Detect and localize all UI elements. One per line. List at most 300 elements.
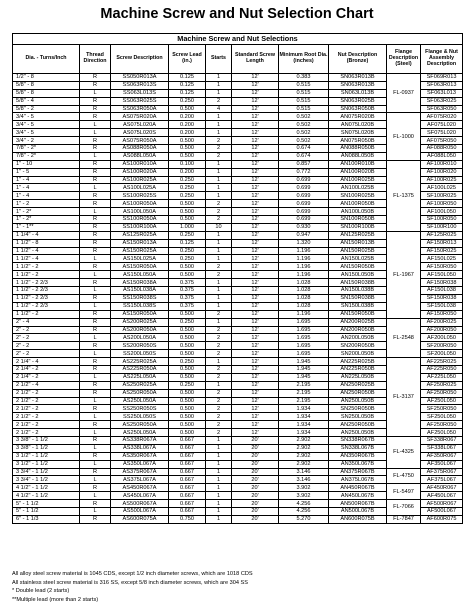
cell-nut: SN200L050B bbox=[329, 350, 387, 358]
cell-root: 1.196 bbox=[279, 271, 329, 279]
cell-direction: R bbox=[80, 310, 111, 318]
cell-nut: SN150R038B bbox=[329, 294, 387, 302]
cell-root: 3.146 bbox=[279, 476, 329, 484]
cell-length: 12' bbox=[232, 97, 279, 105]
cell-root: 0.515 bbox=[279, 81, 329, 89]
cell-length: 12' bbox=[232, 113, 279, 121]
cell-length: 20' bbox=[232, 484, 279, 492]
cell-assembly: AF125R025 bbox=[421, 231, 463, 239]
cell-root: 1.695 bbox=[279, 318, 329, 326]
cell-nut: AN075R020B bbox=[329, 113, 387, 121]
cell-direction: L bbox=[80, 184, 111, 192]
cell-starts: 2 bbox=[206, 271, 232, 279]
cell-starts: 1 bbox=[206, 460, 232, 468]
cell-starts: 2 bbox=[206, 342, 232, 350]
cell-root: 0.515 bbox=[279, 97, 329, 105]
cell-dia: 2" - 2 bbox=[13, 334, 80, 342]
cell-dia: 1" - 10 bbox=[13, 160, 80, 168]
cell-lead: 0.500 bbox=[169, 334, 206, 342]
cell-length: 12' bbox=[232, 208, 279, 216]
cell-screw: AS150R013A bbox=[111, 239, 169, 247]
cell-starts: 1 bbox=[206, 129, 232, 137]
cell-lead: 0.200 bbox=[169, 121, 206, 129]
cell-flange: FL-1375 bbox=[387, 160, 421, 231]
cell-length: 12' bbox=[232, 294, 279, 302]
cell-dia: 3 1/2" - 1 1/2 bbox=[13, 452, 80, 460]
cell-lead: 0.667 bbox=[169, 476, 206, 484]
cell-screw: AS200R050A bbox=[111, 326, 169, 334]
cell-screw: AS100R025A bbox=[111, 176, 169, 184]
cell-direction: R bbox=[80, 452, 111, 460]
column-header-screw: Screw Description bbox=[111, 45, 169, 74]
cell-starts: 1 bbox=[206, 358, 232, 366]
cell-screw: AS100R010A bbox=[111, 160, 169, 168]
cell-lead: 0.200 bbox=[169, 129, 206, 137]
selection-table bbox=[12, 33, 463, 524]
cell-assembly: SF100R100 bbox=[421, 223, 463, 231]
cell-starts: 10 bbox=[206, 223, 232, 231]
cell-screw: AS075R050A bbox=[111, 137, 169, 145]
cell-length: 20' bbox=[232, 492, 279, 500]
cell-lead: 0.125 bbox=[169, 74, 206, 82]
column-header-lead: Screw Lead (in.) bbox=[169, 45, 206, 74]
cell-screw: AS250R050A bbox=[111, 421, 169, 429]
cell-length: 20' bbox=[232, 444, 279, 452]
cell-lead: 0.667 bbox=[169, 484, 206, 492]
cell-screw: AS450R067A bbox=[111, 484, 169, 492]
cell-starts: 1 bbox=[206, 160, 232, 168]
cell-nut: AN100R025B bbox=[329, 176, 387, 184]
cell-dia: 3/4" - 5 bbox=[13, 129, 80, 137]
cell-assembly: SF150L038 bbox=[421, 302, 463, 310]
cell-length: 12' bbox=[232, 279, 279, 287]
cell-dia: 1 1/2" - 2 bbox=[13, 310, 80, 318]
cell-screw: AS150R025A bbox=[111, 247, 169, 255]
cell-nut: AN250R050B bbox=[329, 421, 387, 429]
cell-starts: 2 bbox=[206, 413, 232, 421]
cell-starts: 1 bbox=[206, 74, 232, 82]
cell-starts: 1 bbox=[206, 81, 232, 89]
cell-screw: AS338L067A bbox=[111, 444, 169, 452]
cell-root: 0.502 bbox=[279, 129, 329, 137]
cell-direction: R bbox=[80, 381, 111, 389]
cell-assembly: AF250L050 bbox=[421, 397, 463, 405]
cell-root: 0.502 bbox=[279, 121, 329, 129]
cell-lead: 0.500 bbox=[169, 105, 206, 113]
cell-screw: AS500R067A bbox=[111, 500, 169, 508]
cell-root: 1.196 bbox=[279, 310, 329, 318]
cell-lead: 0.125 bbox=[169, 239, 206, 247]
cell-direction: R bbox=[80, 231, 111, 239]
cell-lead: 0.250 bbox=[169, 231, 206, 239]
cell-dia: 5/8" - 8 bbox=[13, 81, 80, 89]
cell-lead: 0.500 bbox=[169, 271, 206, 279]
cell-assembly: AF150L050 bbox=[421, 271, 463, 279]
table-row bbox=[13, 358, 463, 366]
cell-screw: AS375R067A bbox=[111, 468, 169, 476]
cell-starts: 1 bbox=[206, 507, 232, 515]
footnote-alloy-steel: All alloy steel screw material is 1045 CDS, except 1/2 inch diameter screws, which are 1018 CDS bbox=[12, 571, 253, 577]
cell-nut: AN375R067B bbox=[329, 468, 387, 476]
cell-lead: 0.125 bbox=[169, 81, 206, 89]
cell-lead: 0.667 bbox=[169, 452, 206, 460]
cell-length: 12' bbox=[232, 255, 279, 263]
cell-lead: 0.667 bbox=[169, 507, 206, 515]
cell-assembly: AF500R067 bbox=[421, 500, 463, 508]
cell-screw: SS050R013A bbox=[111, 74, 169, 82]
cell-screw: AS075L020S bbox=[111, 129, 169, 137]
cell-assembly: AF150R013 bbox=[421, 239, 463, 247]
cell-assembly: SF069R013 bbox=[421, 74, 463, 82]
cell-dia: 3/4" - 2 bbox=[13, 137, 80, 145]
cell-dia: 1" - 2* bbox=[13, 208, 80, 216]
cell-lead: 0.500 bbox=[169, 389, 206, 397]
cell-lead: 0.500 bbox=[169, 397, 206, 405]
cell-direction: R bbox=[80, 74, 111, 82]
cell-screw: AS450L067A bbox=[111, 492, 169, 500]
cell-lead: 0.250 bbox=[169, 176, 206, 184]
cell-dia: 6" - 1 1/3 bbox=[13, 515, 80, 523]
cell-nut: AN100R050B bbox=[329, 200, 387, 208]
cell-direction: R bbox=[80, 263, 111, 271]
cell-dia: 1 1/2" - 2 2/3 bbox=[13, 279, 80, 287]
cell-direction: R bbox=[80, 421, 111, 429]
cell-dia: 1" - 2* bbox=[13, 216, 80, 224]
cell-length: 12' bbox=[232, 74, 279, 82]
cell-assembly: AF100R050 bbox=[421, 200, 463, 208]
cell-dia: 3/4" - 5 bbox=[13, 121, 80, 129]
cell-nut: AN200R050B bbox=[329, 326, 387, 334]
footnote-stainless-steel: All stainless steel screw material is 316 SS, except 5/8 inch diameter screws, which are 304 SS bbox=[12, 579, 248, 586]
cell-length: 20' bbox=[232, 436, 279, 444]
cell-screw: SS200L050S bbox=[111, 350, 169, 358]
column-header-row bbox=[13, 45, 463, 74]
cell-nut: AN075L020B bbox=[329, 121, 387, 129]
cell-lead: 0.667 bbox=[169, 444, 206, 452]
cell-starts: 1 bbox=[206, 168, 232, 176]
cell-flange: FL-1967 bbox=[387, 231, 421, 318]
cell-length: 20' bbox=[232, 476, 279, 484]
cell-starts: 1 bbox=[206, 492, 232, 500]
cell-direction: L bbox=[80, 373, 111, 381]
cell-direction: L bbox=[80, 350, 111, 358]
cell-root: 1.934 bbox=[279, 421, 329, 429]
cell-nut: SN338L067B bbox=[329, 444, 387, 452]
cell-lead: 0.500 bbox=[169, 373, 206, 381]
cell-screw: AS150R050A bbox=[111, 263, 169, 271]
cell-screw: AS338R067A bbox=[111, 436, 169, 444]
cell-starts: 1 bbox=[206, 176, 232, 184]
cell-assembly: SF100R050 bbox=[421, 216, 463, 224]
cell-assembly: AF150R050 bbox=[421, 310, 463, 318]
cell-length: 12' bbox=[232, 263, 279, 271]
cell-flange: FL-3137 bbox=[387, 358, 421, 437]
cell-lead: 0.375 bbox=[169, 294, 206, 302]
cell-starts: 1 bbox=[206, 184, 232, 192]
cell-root: 1.320 bbox=[279, 239, 329, 247]
cell-direction: L bbox=[80, 271, 111, 279]
cell-lead: 1.000 bbox=[169, 223, 206, 231]
cell-nut: AN150R013B bbox=[329, 239, 387, 247]
cell-direction: R bbox=[80, 405, 111, 413]
cell-root: 1.028 bbox=[279, 279, 329, 287]
cell-starts: 1 bbox=[206, 381, 232, 389]
cell-direction: R bbox=[80, 160, 111, 168]
cell-starts: 2 bbox=[206, 97, 232, 105]
cell-assembly: AF225R025 bbox=[421, 358, 463, 366]
cell-nut: SN150L038B bbox=[329, 302, 387, 310]
cell-length: 12' bbox=[232, 358, 279, 366]
cell-assembly: AF075R050 bbox=[421, 137, 463, 145]
cell-flange: FL-4325 bbox=[387, 436, 421, 468]
cell-assembly: AF075R020 bbox=[421, 113, 463, 121]
cell-starts: 1 bbox=[206, 436, 232, 444]
cell-assembly: SF100R025 bbox=[421, 192, 463, 200]
cell-root: 0.699 bbox=[279, 184, 329, 192]
cell-root: 0.857 bbox=[279, 160, 329, 168]
cell-starts: 2 bbox=[206, 145, 232, 153]
cell-starts: 2 bbox=[206, 365, 232, 373]
cell-assembly: AF225R050 bbox=[421, 365, 463, 373]
cell-starts: 1 bbox=[206, 515, 232, 523]
cell-root: 3.902 bbox=[279, 492, 329, 500]
cell-dia: 1 1/2" - 8 bbox=[13, 239, 80, 247]
cell-root: 2.195 bbox=[279, 397, 329, 405]
cell-assembly: AF088R050 bbox=[421, 145, 463, 153]
cell-nut: SN100R025B bbox=[329, 192, 387, 200]
cell-nut: SN063R013B bbox=[329, 81, 387, 89]
cell-lead: 0.250 bbox=[169, 255, 206, 263]
cell-length: 12' bbox=[232, 365, 279, 373]
table-row bbox=[13, 515, 463, 523]
cell-length: 12' bbox=[232, 160, 279, 168]
cell-starts: 1 bbox=[206, 468, 232, 476]
cell-screw: AS150L050A bbox=[111, 271, 169, 279]
column-header-flange: Flange Description (Steel) bbox=[387, 45, 421, 74]
cell-dia: 3 3/8" - 1 1/2 bbox=[13, 444, 80, 452]
cell-direction: L bbox=[80, 89, 111, 97]
cell-assembly: SF338R067 bbox=[421, 436, 463, 444]
cell-lead: 0.375 bbox=[169, 287, 206, 295]
cell-dia: 2 1/2" - 2 bbox=[13, 429, 80, 437]
cell-nut: AN250L050B bbox=[329, 429, 387, 437]
cell-lead: 0.500 bbox=[169, 405, 206, 413]
cell-starts: 1 bbox=[206, 476, 232, 484]
cell-screw: AS350L067A bbox=[111, 460, 169, 468]
cell-length: 12' bbox=[232, 342, 279, 350]
cell-screw: SS200R050S bbox=[111, 342, 169, 350]
cell-length: 12' bbox=[232, 216, 279, 224]
cell-nut: SN063L013B bbox=[329, 89, 387, 97]
cell-starts: 2 bbox=[206, 405, 232, 413]
cell-assembly: AF250R050 bbox=[421, 421, 463, 429]
cell-dia: 1 1/2" - 2 2/3 bbox=[13, 302, 80, 310]
cell-nut: AN150L038B bbox=[329, 287, 387, 295]
cell-dia: 2" - 2 bbox=[13, 326, 80, 334]
cell-dia: 1 1/2" - 2 2/3 bbox=[13, 294, 80, 302]
cell-root: 1.695 bbox=[279, 342, 329, 350]
cell-root: 1.196 bbox=[279, 255, 329, 263]
cell-nut: SN250R050B bbox=[329, 405, 387, 413]
cell-lead: 0.500 bbox=[169, 413, 206, 421]
cell-root: 1.934 bbox=[279, 429, 329, 437]
cell-screw: SS100R025S bbox=[111, 192, 169, 200]
cell-root: 1.934 bbox=[279, 405, 329, 413]
cell-nut: SN250L050B bbox=[329, 413, 387, 421]
cell-root: 0.699 bbox=[279, 192, 329, 200]
cell-direction: R bbox=[80, 81, 111, 89]
cell-root: 1.196 bbox=[279, 247, 329, 255]
cell-root: 1.695 bbox=[279, 350, 329, 358]
cell-nut: AN450R067B bbox=[329, 484, 387, 492]
cell-lead: 0.500 bbox=[169, 152, 206, 160]
cell-screw: AS150L025A bbox=[111, 255, 169, 263]
cell-starts: 1 bbox=[206, 294, 232, 302]
cell-length: 12' bbox=[232, 152, 279, 160]
cell-root: 1.695 bbox=[279, 326, 329, 334]
cell-dia: 3 3/8" - 1 1/2 bbox=[13, 436, 80, 444]
cell-screw: AS125R025A bbox=[111, 231, 169, 239]
cell-screw: AS250L050A bbox=[111, 429, 169, 437]
cell-length: 20' bbox=[232, 460, 279, 468]
cell-direction: L bbox=[80, 152, 111, 160]
cell-assembly: SF200R050 bbox=[421, 342, 463, 350]
cell-root: 1.945 bbox=[279, 365, 329, 373]
cell-assembly: AF200L050 bbox=[421, 334, 463, 342]
cell-starts: 1 bbox=[206, 192, 232, 200]
cell-assembly: SF150R038 bbox=[421, 294, 463, 302]
cell-starts: 2 bbox=[206, 373, 232, 381]
cell-lead: 0.667 bbox=[169, 436, 206, 444]
cell-starts: 2 bbox=[206, 208, 232, 216]
cell-length: 12' bbox=[232, 184, 279, 192]
column-header-direction: Thread Direction bbox=[80, 45, 111, 74]
cell-dia: 1 1/2" - 2 2/3 bbox=[13, 287, 80, 295]
cell-screw: AS088L050A bbox=[111, 152, 169, 160]
cell-screw: AS600R075A bbox=[111, 515, 169, 523]
cell-nut: SN200R050B bbox=[329, 342, 387, 350]
cell-assembly: SF250R050 bbox=[421, 405, 463, 413]
cell-root: 4.256 bbox=[279, 507, 329, 515]
cell-length: 12' bbox=[232, 287, 279, 295]
column-header-dia: Dia. - Turns/Inch bbox=[13, 45, 80, 74]
cell-assembly: AF100R010 bbox=[421, 160, 463, 168]
cell-dia: 4 1/2" - 1 1/2 bbox=[13, 492, 80, 500]
cell-lead: 0.667 bbox=[169, 460, 206, 468]
cell-length: 12' bbox=[232, 231, 279, 239]
cell-root: 0.515 bbox=[279, 89, 329, 97]
cell-dia: 2" - 2 bbox=[13, 342, 80, 350]
cell-assembly: SF250L050 bbox=[421, 413, 463, 421]
cell-nut: AN150R025B bbox=[329, 247, 387, 255]
cell-nut: AN350L067B bbox=[329, 460, 387, 468]
table-row bbox=[13, 113, 463, 121]
cell-screw: AS150R038A bbox=[111, 279, 169, 287]
cell-root: 0.502 bbox=[279, 137, 329, 145]
cell-length: 12' bbox=[232, 350, 279, 358]
cell-starts: 2 bbox=[206, 421, 232, 429]
cell-dia: 5/8" - 8 bbox=[13, 89, 80, 97]
cell-direction: R bbox=[80, 318, 111, 326]
cell-direction: R bbox=[80, 247, 111, 255]
cell-nut: AN100L025B bbox=[329, 184, 387, 192]
cell-direction: R bbox=[80, 137, 111, 145]
cell-nut: AN150L050B bbox=[329, 271, 387, 279]
cell-starts: 2 bbox=[206, 137, 232, 145]
cell-direction: R bbox=[80, 113, 111, 121]
cell-lead: 0.250 bbox=[169, 358, 206, 366]
cell-starts: 2 bbox=[206, 389, 232, 397]
cell-direction: R bbox=[80, 97, 111, 105]
cell-direction: R bbox=[80, 176, 111, 184]
cell-nut: AN200R025B bbox=[329, 318, 387, 326]
footnote-double-lead: * Double lead (2 starts) bbox=[12, 588, 70, 595]
cell-lead: 0.500 bbox=[169, 310, 206, 318]
cell-starts: 1 bbox=[206, 302, 232, 310]
cell-direction: R bbox=[80, 200, 111, 208]
cell-direction: L bbox=[80, 397, 111, 405]
cell-nut: AN088L050B bbox=[329, 152, 387, 160]
cell-length: 12' bbox=[232, 200, 279, 208]
cell-direction: R bbox=[80, 389, 111, 397]
cell-direction: L bbox=[80, 507, 111, 515]
cell-assembly: AF450R067 bbox=[421, 484, 463, 492]
cell-lead: 0.500 bbox=[169, 208, 206, 216]
cell-direction: L bbox=[80, 255, 111, 263]
cell-lead: 0.500 bbox=[169, 421, 206, 429]
cell-root: 3.146 bbox=[279, 468, 329, 476]
cell-length: 12' bbox=[232, 89, 279, 97]
cell-length: 12' bbox=[232, 176, 279, 184]
cell-nut: AN450L067B bbox=[329, 492, 387, 500]
cell-length: 12' bbox=[232, 302, 279, 310]
cell-direction: R bbox=[80, 468, 111, 476]
cell-nut: AN250R050B bbox=[329, 389, 387, 397]
cell-screw: AS250R050A bbox=[111, 389, 169, 397]
cell-starts: 2 bbox=[206, 334, 232, 342]
cell-assembly: SF200L050 bbox=[421, 350, 463, 358]
cell-nut: AN225R025B bbox=[329, 358, 387, 366]
cell-nut: AN500L067B bbox=[329, 507, 387, 515]
cell-length: 12' bbox=[232, 223, 279, 231]
cell-dia: 5" - 1 1/2 bbox=[13, 507, 80, 515]
cell-lead: 0.200 bbox=[169, 113, 206, 121]
cell-direction: R bbox=[80, 436, 111, 444]
footnotes bbox=[12, 570, 462, 604]
cell-screw: SS063R013S bbox=[111, 81, 169, 89]
cell-length: 12' bbox=[232, 389, 279, 397]
cell-assembly: AF150L038 bbox=[421, 287, 463, 295]
cell-dia: 5" - 1 1/2 bbox=[13, 500, 80, 508]
cell-direction: R bbox=[80, 515, 111, 523]
cell-screw: AS088R050A bbox=[111, 145, 169, 153]
cell-lead: 0.500 bbox=[169, 200, 206, 208]
cell-length: 12' bbox=[232, 168, 279, 176]
cell-dia: 1 1/2" - 4 bbox=[13, 255, 80, 263]
cell-root: 0.699 bbox=[279, 216, 329, 224]
cell-screw: AS075L020A bbox=[111, 121, 169, 129]
cell-direction: R bbox=[80, 216, 111, 224]
cell-starts: 1 bbox=[206, 452, 232, 460]
cell-lead: 0.750 bbox=[169, 515, 206, 523]
cell-direction: R bbox=[80, 358, 111, 366]
cell-screw: AS150R050A bbox=[111, 310, 169, 318]
column-header-length: Standard Screw Length bbox=[232, 45, 279, 74]
cell-root: 1.945 bbox=[279, 358, 329, 366]
cell-screw: SS063R025S bbox=[111, 97, 169, 105]
cell-dia: 1" - 2 bbox=[13, 200, 80, 208]
cell-nut: AN100R010B bbox=[329, 160, 387, 168]
